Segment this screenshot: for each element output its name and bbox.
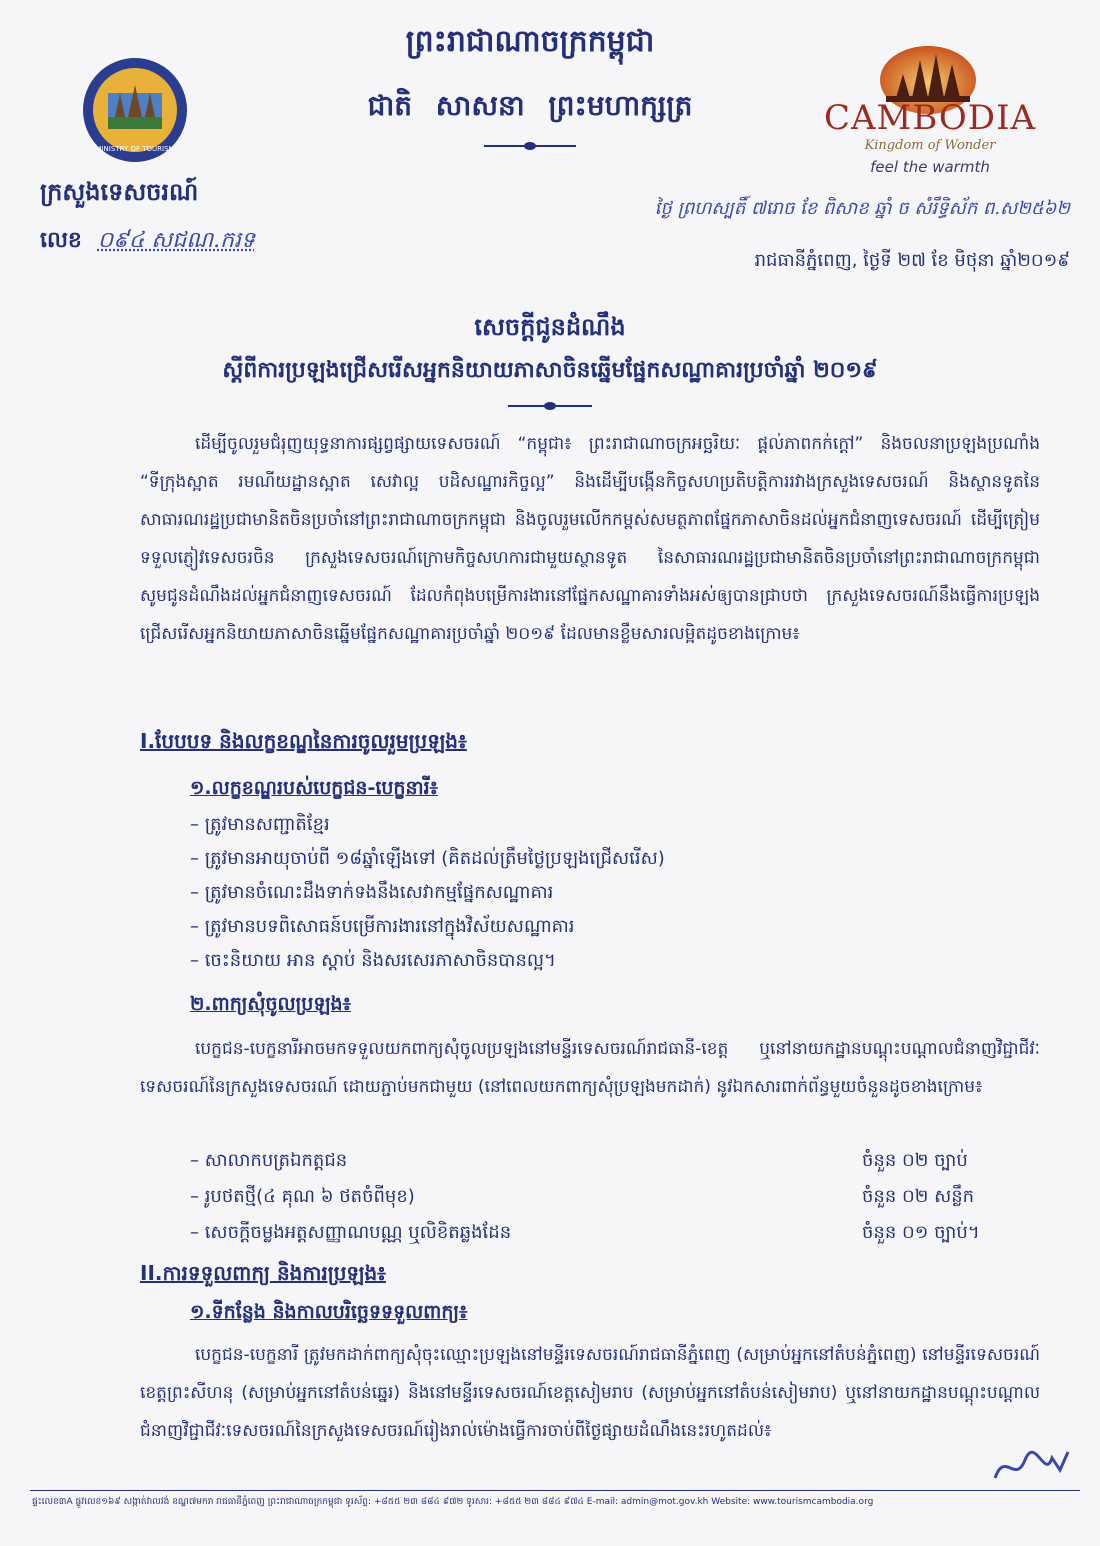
requirement-item: – ត្រូវមានសញ្ជាតិខ្មែរ	[190, 814, 330, 835]
kingdom-heading: ព្រះរាជាណាចក្រកម្ពុជា	[405, 24, 655, 59]
document-subject: ស្តីពីការប្រឡងជ្រើសរើសអ្នកនិយាយភាសាចិនឆ្នើមផ្នែកសណ្ឋាគារប្រចាំឆ្នាំ ២០១៩	[222, 358, 878, 383]
seal-caption: MINISTRY OF TOURISM	[95, 145, 175, 153]
header-divider	[484, 145, 576, 147]
requirement-item: – ចេះនិយាយ អាន ស្តាប់ និងសរសេរភាសាចិនបានល្អ។	[190, 950, 556, 971]
national-motto: ជាតិ សាសនា ព្រះមហាក្សត្រ	[367, 89, 693, 122]
document-item: – រូបថតថ្មី(៤ គុណ ៦ ថតចំពីមុខ)	[190, 1186, 415, 1207]
intro-paragraph: ដើម្បីចូលរួមជំរុញយុទ្ធនាការផ្សព្វផ្សាយទេសចរណ៍ “កម្ពុជា៖ ព្រះរាជាណាចក្រអច្ឆរិយៈ ផ្តល់ភាពកក់ក្តៅ” និងចលនាប្រឡងប្រណាំង “ទីក្រុងស្អាត រមណីយដ្ឋានស្អាត សេវាល្អ បដិសណ្ឋារកិច្ចល្អ” និងដើម្បីបង្កើនកិច្ចសហប្រតិបត្តិការរវាងក្រសួងទេសចរណ៍ និងស្ថានទូតនៃសាធារណរដ្ឋប្រជាមានិតចិនប្រចាំនៅព្រះរាជាណាចក្រកម្ពុជា និងចូលរួមលើកកម្ពស់សមត្ថភាពផ្នែកភាសាចិនដល់អ្នកជំនាញទេសចរណ៍ ដើម្បីត្រៀមទទួលភ្ញៀវទេសចរចិន ក្រសួងទេសចរណ៍ក្រោមកិច្ចសហការជាមួយស្ថានទូត នៃសាធារណរដ្ឋប្រជាមានិតចិនប្រចាំនៅព្រះរាជាណាចក្រកម្ពុជា សូមជូនដំណឹងដល់អ្នកជំនាញទេសចរណ៍ ដែលកំពុងបម្រើការងារនៅផ្នែកសណ្ឋាគារទាំងអស់ឲ្យបានជ្រាបថា ក្រសួងទេសចរណ៍នឹងធ្វើការប្រឡងជ្រើសរើសអ្នកនិយាយភាសាចិនឆ្នើមផ្នែកសណ្ឋាគារប្រចាំឆ្នាំ ២០១៩ ដែលមានខ្លឹមសារលម្អិតដូចខាងក្រោម៖	[140, 434, 1040, 644]
requirement-item: – ត្រូវមានបទពិសោធន៍បម្រើការងារនៅក្នុងវិស័យសណ្ឋាគារ	[190, 916, 575, 937]
place-paragraph: បេក្ខជន-បេក្ខនារី ត្រូវមកដាក់ពាក្យសុំចុះឈ្មោះប្រឡងនៅមន្ទីរទេសចរណ៍រាជធានីភ្នំពេញ (សម្រាប់អ្នកនៅតំបន់ភ្នំពេញ) នៅមន្ទីរទេសចរណ៍ខេត្តព្រះសីហនុ (សម្រាប់អ្នកនៅតំបន់ឆ្នេរ) និងនៅមន្ទីរទេសចរណ៍ខេត្តសៀមរាប (សម្រាប់អ្នកនៅតំបន់សៀមរាប) ឬនៅនាយកដ្ឋានបណ្តុះបណ្តាលជំនាញវិជ្ជាជីវៈទេសចរណ៍នៃក្រសួងទេសចរណ៍រៀងរាល់ម៉ោងធ្វើការចាប់ពីថ្ងៃផ្សាយដំណឹងនេះរហូតដល់៖	[140, 1345, 1040, 1441]
reference-label: លេខ	[40, 228, 82, 253]
footer-divider	[30, 1490, 1080, 1491]
footer-contact: E-mail: admin@mot.gov.kh Website: www.tourismcambodia.org	[586, 1497, 874, 1507]
document-quantity: ចំនួន ០២ សន្លឹក	[862, 1186, 975, 1207]
subsection-heading-requirements: ១.លក្ខខណ្ឌរបស់បេក្ខជន-បេក្ខនារី៖	[190, 777, 438, 799]
document-item: – សេចក្តីចម្លងអត្តសញ្ញាណបណ្ណ ឬលិខិតឆ្លងដែន	[190, 1222, 512, 1243]
footer-address: ផ្ទះលេខ៣A ផ្លូវលេខ១៦៩ សង្កាត់វាលវង់ ខណ្ឌ៧មករា រាជធានីភ្នំពេញ ព្រះរាជាណាចក្រកម្ពុជា ទូរស័ព្ទ: +៨៥៥ ២៣ ៨៨៤ ៩៧២ ទូរសារ: +៨៥៥ ២៣ ៨៨៤ ៩៧៤	[32, 1497, 584, 1507]
subsection-heading-place: ១.ទីកន្លែង និងកាលបរិច្ឆេទទទួលពាក្យ៖	[190, 1301, 468, 1323]
subsection-heading-application: ២.ពាក្យសុំចូលប្រឡង៖	[190, 993, 351, 1015]
brand-word: CAMBODIA	[823, 98, 1037, 138]
application-paragraph: បេក្ខជន-បេក្ខនារីអាចមកទទួលយកពាក្យសុំចូលប្រឡងនៅមន្ទីរទេសចរណ៍រាជធានី-ខេត្ត ឬនៅនាយកដ្ឋានបណ្តុះបណ្តាលជំនាញវិជ្ជាជីវៈទេសចរណ៍នៃក្រសួងទេសចរណ៍ ដោយភ្ជាប់មកជាមួយ (នៅពេលយកពាក្យសុំប្រឡងមកដាក់) នូវឯកសារពាក់ព័ន្ធមួយចំនួនដូចខាងក្រោម៖	[140, 1039, 1040, 1097]
brand-tagline: Kingdom of Wonder	[864, 138, 996, 153]
lunar-date: ថ្ងៃ ព្រហស្បតិ៍ ៧រោច ខែ ពិសាខ ឆ្នាំ ច សំរឹទ្ធិស័ក ព.ស២៥៦២	[654, 198, 1070, 219]
brand-slogan: feel the warmth	[870, 158, 990, 176]
document-item: – សាលាកបត្រឯកត្តជន	[190, 1150, 348, 1171]
section-heading-2: II.ការទទួលពាក្យ និងការប្រឡង៖	[140, 1261, 386, 1285]
signature-icon	[990, 1440, 1080, 1490]
requirement-item: – ត្រូវមានអាយុចាប់ពី ១៨ឆ្នាំឡើងទៅ (គិតដល់ត្រឹមថ្ងៃប្រឡងជ្រើសរើស)	[190, 848, 665, 869]
document-quantity: ចំនួន ០២ ច្បាប់	[862, 1150, 968, 1171]
document-type: សេចក្តីជូនដំណឹង	[474, 313, 626, 341]
document-quantity: ចំនួន ០១ ច្បាប់។	[862, 1222, 980, 1243]
footer	[32, 1496, 1072, 1509]
requirement-item: – ត្រូវមានចំណេះដឹងទាក់ទងនឹងសេវាកម្មផ្នែកសណ្ឋាគារ	[190, 882, 554, 903]
reference-value: ០៩៤ សជណ.ករទ	[97, 228, 255, 253]
ministry-seal-icon	[80, 55, 190, 165]
reference-number	[40, 226, 255, 258]
ministry-name: ក្រសួងទេសចរណ៍	[40, 178, 199, 206]
section-heading-1: I.បែបបទ និងលក្ខខណ្ឌនៃការចូលរួមប្រឡង៖	[140, 729, 467, 753]
title-divider	[508, 405, 592, 407]
solar-date: រាជធានីភ្នំពេញ, ថ្ងៃទី ២៧ ខែ មិថុនា ឆ្នាំ២០១៩	[754, 250, 1070, 271]
